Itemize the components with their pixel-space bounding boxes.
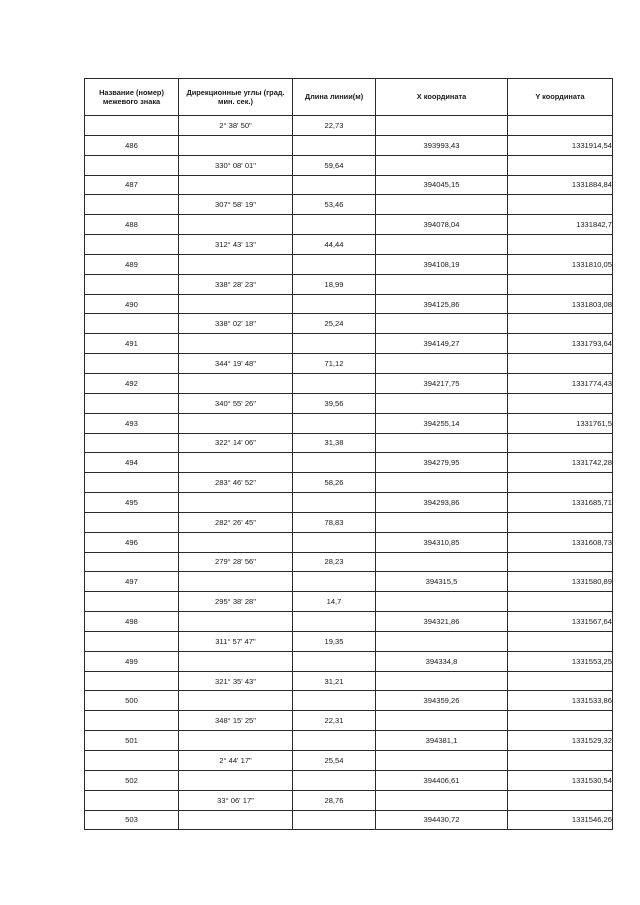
cell-direction-angle: 2° 38' 50" bbox=[179, 116, 293, 136]
cell-y-coordinate: 1331608,73 bbox=[508, 532, 613, 552]
cell-y-coordinate bbox=[508, 433, 613, 453]
cell-x-coordinate: 394078,04 bbox=[376, 215, 508, 235]
table-row-point bbox=[85, 294, 613, 314]
cell-direction-angle bbox=[179, 294, 293, 314]
cell-y-coordinate: 1331742,28 bbox=[508, 453, 613, 473]
cell-direction-angle bbox=[179, 215, 293, 235]
table-row-point bbox=[85, 254, 613, 274]
cell-direction-angle: 311° 57' 47" bbox=[179, 631, 293, 651]
cell-line-length: 53,46 bbox=[293, 195, 376, 215]
cell-line-length: 28,76 bbox=[293, 790, 376, 810]
cell-direction-angle bbox=[179, 413, 293, 433]
cell-line-length bbox=[293, 135, 376, 155]
table-row-line bbox=[85, 195, 613, 215]
cell-direction-angle: 321° 35' 43" bbox=[179, 671, 293, 691]
cell-x-coordinate: 394293,86 bbox=[376, 493, 508, 513]
cell-x-coordinate: 394108,19 bbox=[376, 254, 508, 274]
cell-marker-name bbox=[85, 473, 179, 493]
cell-y-coordinate bbox=[508, 790, 613, 810]
cell-y-coordinate bbox=[508, 671, 613, 691]
cell-y-coordinate bbox=[508, 711, 613, 731]
cell-y-coordinate bbox=[508, 155, 613, 175]
cell-y-coordinate bbox=[508, 473, 613, 493]
cell-x-coordinate bbox=[376, 711, 508, 731]
cell-line-length: 19,35 bbox=[293, 631, 376, 651]
cell-y-coordinate: 1331803,08 bbox=[508, 294, 613, 314]
cell-marker-name: 498 bbox=[85, 612, 179, 632]
cell-marker-name bbox=[85, 235, 179, 255]
cell-direction-angle bbox=[179, 135, 293, 155]
table-row-point bbox=[85, 612, 613, 632]
cell-y-coordinate: 1331529,32 bbox=[508, 731, 613, 751]
cell-marker-name: 501 bbox=[85, 731, 179, 751]
cell-direction-angle bbox=[179, 691, 293, 711]
table-row-point bbox=[85, 810, 613, 830]
cell-y-coordinate: 1331685,71 bbox=[508, 493, 613, 513]
cell-x-coordinate bbox=[376, 552, 508, 572]
cell-line-length: 14,7 bbox=[293, 592, 376, 612]
cell-x-coordinate: 394359,26 bbox=[376, 691, 508, 711]
cell-y-coordinate bbox=[508, 592, 613, 612]
cell-x-coordinate: 394149,27 bbox=[376, 334, 508, 354]
cell-x-coordinate: 394406,61 bbox=[376, 770, 508, 790]
cell-direction-angle: 312° 43' 13" bbox=[179, 235, 293, 255]
cell-x-coordinate bbox=[376, 790, 508, 810]
table-row-line bbox=[85, 751, 613, 771]
table-row-line bbox=[85, 671, 613, 691]
table-row-point bbox=[85, 373, 613, 393]
table-row-line bbox=[85, 512, 613, 532]
table-row-point bbox=[85, 413, 613, 433]
boundary-coordinates-table bbox=[84, 78, 613, 830]
table-row-point bbox=[85, 572, 613, 592]
cell-line-length bbox=[293, 691, 376, 711]
table-row-point bbox=[85, 691, 613, 711]
cell-marker-name: 502 bbox=[85, 770, 179, 790]
cell-marker-name: 500 bbox=[85, 691, 179, 711]
cell-x-coordinate bbox=[376, 512, 508, 532]
cell-line-length bbox=[293, 810, 376, 830]
cell-marker-name: 493 bbox=[85, 413, 179, 433]
header-direction-angle: Дирекционные углы (град. мин. сек.) bbox=[179, 79, 293, 116]
table-row-point bbox=[85, 731, 613, 751]
cell-x-coordinate: 394217,75 bbox=[376, 373, 508, 393]
header-marker-name: Название (номер) межевого знака bbox=[85, 79, 179, 116]
cell-y-coordinate bbox=[508, 631, 613, 651]
cell-line-length bbox=[293, 612, 376, 632]
table-row-line bbox=[85, 393, 613, 413]
cell-direction-angle: 338° 28' 23" bbox=[179, 274, 293, 294]
cell-line-length: 22,73 bbox=[293, 116, 376, 136]
cell-y-coordinate bbox=[508, 116, 613, 136]
cell-y-coordinate: 1331580,89 bbox=[508, 572, 613, 592]
cell-y-coordinate: 1331553,25 bbox=[508, 651, 613, 671]
cell-line-length bbox=[293, 651, 376, 671]
cell-marker-name bbox=[85, 711, 179, 731]
cell-line-length: 31,21 bbox=[293, 671, 376, 691]
cell-line-length bbox=[293, 770, 376, 790]
cell-line-length bbox=[293, 572, 376, 592]
cell-x-coordinate bbox=[376, 671, 508, 691]
cell-direction-angle bbox=[179, 254, 293, 274]
cell-y-coordinate: 1331914,54 bbox=[508, 135, 613, 155]
cell-direction-angle bbox=[179, 612, 293, 632]
cell-line-length: 28,23 bbox=[293, 552, 376, 572]
cell-marker-name bbox=[85, 671, 179, 691]
cell-line-length: 39,56 bbox=[293, 393, 376, 413]
table-row-point bbox=[85, 770, 613, 790]
cell-y-coordinate bbox=[508, 195, 613, 215]
cell-x-coordinate bbox=[376, 155, 508, 175]
cell-line-length bbox=[293, 254, 376, 274]
cell-line-length: 18,99 bbox=[293, 274, 376, 294]
cell-direction-angle: 322° 14' 06" bbox=[179, 433, 293, 453]
cell-direction-angle bbox=[179, 334, 293, 354]
cell-y-coordinate bbox=[508, 274, 613, 294]
cell-x-coordinate: 393993,43 bbox=[376, 135, 508, 155]
cell-line-length: 71,12 bbox=[293, 354, 376, 374]
cell-y-coordinate bbox=[508, 354, 613, 374]
table-row-line bbox=[85, 433, 613, 453]
cell-x-coordinate bbox=[376, 592, 508, 612]
cell-line-length: 25,54 bbox=[293, 751, 376, 771]
cell-x-coordinate bbox=[376, 473, 508, 493]
table-row-line bbox=[85, 155, 613, 175]
table-row-line bbox=[85, 473, 613, 493]
cell-direction-angle bbox=[179, 175, 293, 195]
cell-x-coordinate: 394321,86 bbox=[376, 612, 508, 632]
cell-direction-angle: 330° 08' 01" bbox=[179, 155, 293, 175]
cell-y-coordinate bbox=[508, 512, 613, 532]
cell-line-length: 78,83 bbox=[293, 512, 376, 532]
cell-marker-name bbox=[85, 116, 179, 136]
cell-marker-name bbox=[85, 274, 179, 294]
cell-line-length bbox=[293, 413, 376, 433]
cell-x-coordinate bbox=[376, 116, 508, 136]
cell-marker-name bbox=[85, 512, 179, 532]
table-row-line bbox=[85, 552, 613, 572]
cell-direction-angle bbox=[179, 651, 293, 671]
cell-direction-angle: 340° 55' 26" bbox=[179, 393, 293, 413]
cell-marker-name: 494 bbox=[85, 453, 179, 473]
cell-direction-angle bbox=[179, 373, 293, 393]
cell-line-length bbox=[293, 373, 376, 393]
cell-x-coordinate bbox=[376, 195, 508, 215]
cell-marker-name bbox=[85, 354, 179, 374]
cell-line-length bbox=[293, 453, 376, 473]
table-row-point bbox=[85, 532, 613, 552]
cell-x-coordinate bbox=[376, 393, 508, 413]
cell-x-coordinate bbox=[376, 631, 508, 651]
table-row-line bbox=[85, 235, 613, 255]
cell-line-length bbox=[293, 493, 376, 513]
cell-line-length: 44,44 bbox=[293, 235, 376, 255]
cell-y-coordinate: 1331761,5 bbox=[508, 413, 613, 433]
cell-direction-angle bbox=[179, 493, 293, 513]
cell-y-coordinate bbox=[508, 314, 613, 334]
cell-y-coordinate: 1331774,43 bbox=[508, 373, 613, 393]
cell-marker-name: 503 bbox=[85, 810, 179, 830]
cell-y-coordinate bbox=[508, 235, 613, 255]
cell-x-coordinate: 394310,85 bbox=[376, 532, 508, 552]
cell-marker-name bbox=[85, 195, 179, 215]
cell-marker-name: 496 bbox=[85, 532, 179, 552]
table-row-line bbox=[85, 354, 613, 374]
cell-direction-angle: 282° 26' 45" bbox=[179, 512, 293, 532]
cell-y-coordinate: 1331842,7 bbox=[508, 215, 613, 235]
cell-direction-angle: 348° 15' 25" bbox=[179, 711, 293, 731]
cell-marker-name: 486 bbox=[85, 135, 179, 155]
cell-line-length: 31,38 bbox=[293, 433, 376, 453]
cell-x-coordinate: 394125,86 bbox=[376, 294, 508, 314]
cell-x-coordinate bbox=[376, 235, 508, 255]
cell-direction-angle bbox=[179, 532, 293, 552]
cell-direction-angle: 295° 38' 28" bbox=[179, 592, 293, 612]
cell-line-length bbox=[293, 215, 376, 235]
cell-y-coordinate: 1331530,54 bbox=[508, 770, 613, 790]
cell-line-length: 59,64 bbox=[293, 155, 376, 175]
cell-x-coordinate bbox=[376, 314, 508, 334]
cell-y-coordinate: 1331546,26 bbox=[508, 810, 613, 830]
cell-y-coordinate: 1331793,64 bbox=[508, 334, 613, 354]
cell-y-coordinate: 1331884,84 bbox=[508, 175, 613, 195]
cell-y-coordinate: 1331533,86 bbox=[508, 691, 613, 711]
cell-y-coordinate bbox=[508, 393, 613, 413]
cell-line-length bbox=[293, 532, 376, 552]
cell-x-coordinate: 394315,5 bbox=[376, 572, 508, 592]
cell-direction-angle: 279° 28' 56" bbox=[179, 552, 293, 572]
cell-y-coordinate bbox=[508, 552, 613, 572]
cell-x-coordinate bbox=[376, 751, 508, 771]
cell-marker-name: 495 bbox=[85, 493, 179, 513]
cell-x-coordinate: 394430,72 bbox=[376, 810, 508, 830]
cell-marker-name bbox=[85, 751, 179, 771]
cell-line-length: 25,24 bbox=[293, 314, 376, 334]
cell-direction-angle bbox=[179, 770, 293, 790]
cell-direction-angle: 307° 58' 19" bbox=[179, 195, 293, 215]
cell-marker-name bbox=[85, 393, 179, 413]
table-row-line bbox=[85, 631, 613, 651]
cell-marker-name: 491 bbox=[85, 334, 179, 354]
cell-x-coordinate: 394255,14 bbox=[376, 413, 508, 433]
table-row-point bbox=[85, 493, 613, 513]
cell-x-coordinate bbox=[376, 433, 508, 453]
cell-marker-name: 499 bbox=[85, 651, 179, 671]
cell-marker-name bbox=[85, 155, 179, 175]
cell-direction-angle: 2° 44' 17" bbox=[179, 751, 293, 771]
table-row-point bbox=[85, 651, 613, 671]
table-row-line bbox=[85, 314, 613, 334]
cell-marker-name: 490 bbox=[85, 294, 179, 314]
cell-line-length bbox=[293, 731, 376, 751]
cell-x-coordinate bbox=[376, 354, 508, 374]
cell-marker-name bbox=[85, 314, 179, 334]
cell-direction-angle bbox=[179, 810, 293, 830]
cell-line-length: 58,26 bbox=[293, 473, 376, 493]
table-row-line bbox=[85, 116, 613, 136]
table-row-point bbox=[85, 453, 613, 473]
cell-line-length bbox=[293, 175, 376, 195]
cell-direction-angle: 283° 46' 52" bbox=[179, 473, 293, 493]
cell-line-length bbox=[293, 294, 376, 314]
cell-direction-angle: 33° 06' 17" bbox=[179, 790, 293, 810]
header-x-coordinate: X координата bbox=[376, 79, 508, 116]
cell-marker-name: 497 bbox=[85, 572, 179, 592]
cell-x-coordinate: 394381,1 bbox=[376, 731, 508, 751]
cell-direction-angle bbox=[179, 572, 293, 592]
cell-line-length: 22,31 bbox=[293, 711, 376, 731]
table-header-row bbox=[85, 79, 613, 116]
cell-marker-name: 492 bbox=[85, 373, 179, 393]
cell-direction-angle: 344° 19' 48" bbox=[179, 354, 293, 374]
table-row-point bbox=[85, 334, 613, 354]
cell-marker-name bbox=[85, 433, 179, 453]
cell-y-coordinate: 1331810,05 bbox=[508, 254, 613, 274]
cell-marker-name bbox=[85, 592, 179, 612]
cell-marker-name bbox=[85, 790, 179, 810]
cell-line-length bbox=[293, 334, 376, 354]
cell-y-coordinate: 1331567,64 bbox=[508, 612, 613, 632]
table-body bbox=[85, 116, 613, 830]
table-row-line bbox=[85, 790, 613, 810]
table-row-point bbox=[85, 175, 613, 195]
cell-marker-name: 487 bbox=[85, 175, 179, 195]
table-row-line bbox=[85, 274, 613, 294]
table-row-line bbox=[85, 592, 613, 612]
cell-x-coordinate: 394279,95 bbox=[376, 453, 508, 473]
cell-direction-angle bbox=[179, 731, 293, 751]
cell-marker-name bbox=[85, 631, 179, 651]
cell-x-coordinate: 394334,8 bbox=[376, 651, 508, 671]
header-y-coordinate: Y координата bbox=[508, 79, 613, 116]
cell-marker-name: 488 bbox=[85, 215, 179, 235]
cell-x-coordinate bbox=[376, 274, 508, 294]
cell-marker-name: 489 bbox=[85, 254, 179, 274]
table-row-point bbox=[85, 135, 613, 155]
cell-direction-angle: 338° 02' 18" bbox=[179, 314, 293, 334]
cell-y-coordinate bbox=[508, 751, 613, 771]
cell-x-coordinate: 394045,15 bbox=[376, 175, 508, 195]
cell-direction-angle bbox=[179, 453, 293, 473]
header-line-length: Длина линии(м) bbox=[293, 79, 376, 116]
table-row-line bbox=[85, 711, 613, 731]
cell-marker-name bbox=[85, 552, 179, 572]
table-row-point bbox=[85, 215, 613, 235]
